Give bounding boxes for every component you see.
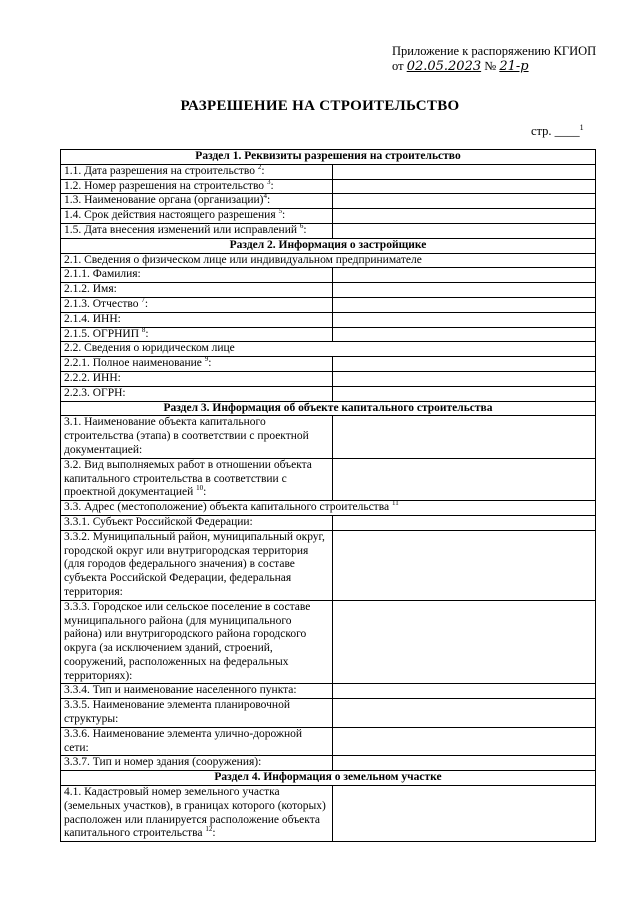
value-cell[interactable]	[333, 268, 596, 283]
row-2-2-2: 2.2.2. ИНН:	[61, 371, 333, 386]
row-1-3: 1.3. Наименование органа (организации)$^4$:	[61, 194, 333, 209]
value-cell[interactable]	[333, 223, 596, 238]
row-1-2: 1.2. Номер разрешения на строительство $^3$:	[61, 179, 333, 194]
value-cell[interactable]	[333, 386, 596, 401]
value-cell[interactable]	[333, 164, 596, 179]
value-cell[interactable]	[333, 684, 596, 699]
row-2-1: 2.1. Сведения о физическом лице или индивидуальном предпринимателе	[61, 253, 596, 268]
section-2-header: Раздел 2. Информация о застройщике	[61, 238, 596, 253]
appendix-no-label: №	[484, 59, 497, 73]
value-cell[interactable]	[333, 458, 596, 500]
row-2-1-5: 2.1.5. ОГРНИП $^8$:	[61, 327, 333, 342]
appendix-line2	[392, 59, 596, 74]
row-2-2-3: 2.2.3. ОГРН:	[61, 386, 333, 401]
row-1-4: 1.4. Срок действия настоящего разрешения $^5$:	[61, 209, 333, 224]
row-3-3-7: 3.3.7. Тип и номер здания (сооружения):	[61, 756, 333, 771]
section-1-header: Раздел 1. Реквизиты разрешения на строительство	[61, 150, 596, 165]
value-cell[interactable]	[333, 357, 596, 372]
value-cell[interactable]	[333, 209, 596, 224]
page-label: стр. ____	[531, 124, 580, 138]
value-cell[interactable]	[333, 371, 596, 386]
row-4-1: 4.1. Кадастровый номер земельного участка (земельных участков), в границах которого (которых) расположен или планируется расположение объекта капитального строительства $^{12}$:	[61, 786, 333, 842]
value-cell[interactable]	[333, 756, 596, 771]
row-3-3-1: 3.3.1. Субъект Российской Федерации:	[61, 515, 333, 530]
page-title: РАЗРЕШЕНИЕ НА СТРОИТЕЛЬСТВО	[180, 98, 460, 114]
appendix-line1: Приложение к распоряжению КГИОП	[392, 44, 597, 58]
value-cell[interactable]	[333, 194, 596, 209]
row-3-1: 3.1. Наименование объекта капитального строительства (этапа) в соответствии с проектной документацией:	[61, 416, 333, 458]
row-2-2-1: 2.2.1. Полное наименование $^9$:	[61, 357, 333, 372]
row-1-1: 1.1. Дата разрешения на строительство $^2$:	[61, 164, 333, 179]
value-cell[interactable]	[333, 327, 596, 342]
row-2-2: 2.2. Сведения о юридическом лице	[61, 342, 596, 357]
row-3-3-3: 3.3.3. Городское или сельское поселение в составе муниципального района (для муниципального района) или внутригородского района городского округа (за исключением зданий, строений, сооружений, расположенных на федеральных территориях):	[61, 600, 333, 684]
value-cell[interactable]	[333, 786, 596, 842]
value-cell[interactable]	[333, 297, 596, 312]
row-2-1-3: 2.1.3. Отчество $^7$:	[61, 297, 333, 312]
value-cell[interactable]	[333, 727, 596, 756]
appendix-from: от	[392, 59, 404, 73]
value-cell[interactable]	[333, 179, 596, 194]
row-3-3-4: 3.3.4. Тип и наименование населенного пункта:	[61, 684, 333, 699]
row-3-3-2: 3.3.2. Муниципальный район, муниципальный округ, городской округ или внутригородская территория (для городов федерального значения) в составе субъекта Российской Федерации, федеральная территория:	[61, 530, 333, 600]
row-1-5: 1.5. Дата внесения изменений или исправлений $^6$:	[61, 223, 333, 238]
appendix-date: 02.05.2023	[406, 59, 482, 74]
value-cell[interactable]	[333, 416, 596, 458]
value-cell[interactable]	[333, 699, 596, 728]
row-3-3-5: 3.3.5. Наименование элемента планировочной структуры:	[61, 699, 333, 728]
section-4-header: Раздел 4. Информация о земельном участке	[61, 771, 596, 786]
appendix-note	[392, 44, 596, 74]
row-3-3-6: 3.3.6. Наименование элемента улично-дорожной сети:	[61, 727, 333, 756]
row-2-1-4: 2.1.4. ИНН:	[61, 312, 333, 327]
row-3-3: 3.3. Адрес (местоположение) объекта капитального строительства $^{11}$	[61, 501, 596, 516]
value-cell[interactable]	[333, 600, 596, 684]
permit-table	[60, 149, 596, 842]
row-3-2: 3.2. Вид выполняемых работ в отношении объекта капитального строительства в соответствии с проектной документацией $^{10}$:	[61, 458, 333, 500]
value-cell[interactable]	[333, 312, 596, 327]
section-3-header: Раздел 3. Информация об объекте капитального строительства	[61, 401, 596, 416]
page-number	[531, 124, 584, 139]
row-2-1-1: 2.1.1. Фамилия:	[61, 268, 333, 283]
value-cell[interactable]	[333, 283, 596, 298]
value-cell[interactable]	[333, 530, 596, 600]
value-cell[interactable]	[333, 515, 596, 530]
page-note: 1	[579, 122, 584, 132]
row-2-1-2: 2.1.2. Имя:	[61, 283, 333, 298]
appendix-number: 21-р	[499, 59, 529, 74]
